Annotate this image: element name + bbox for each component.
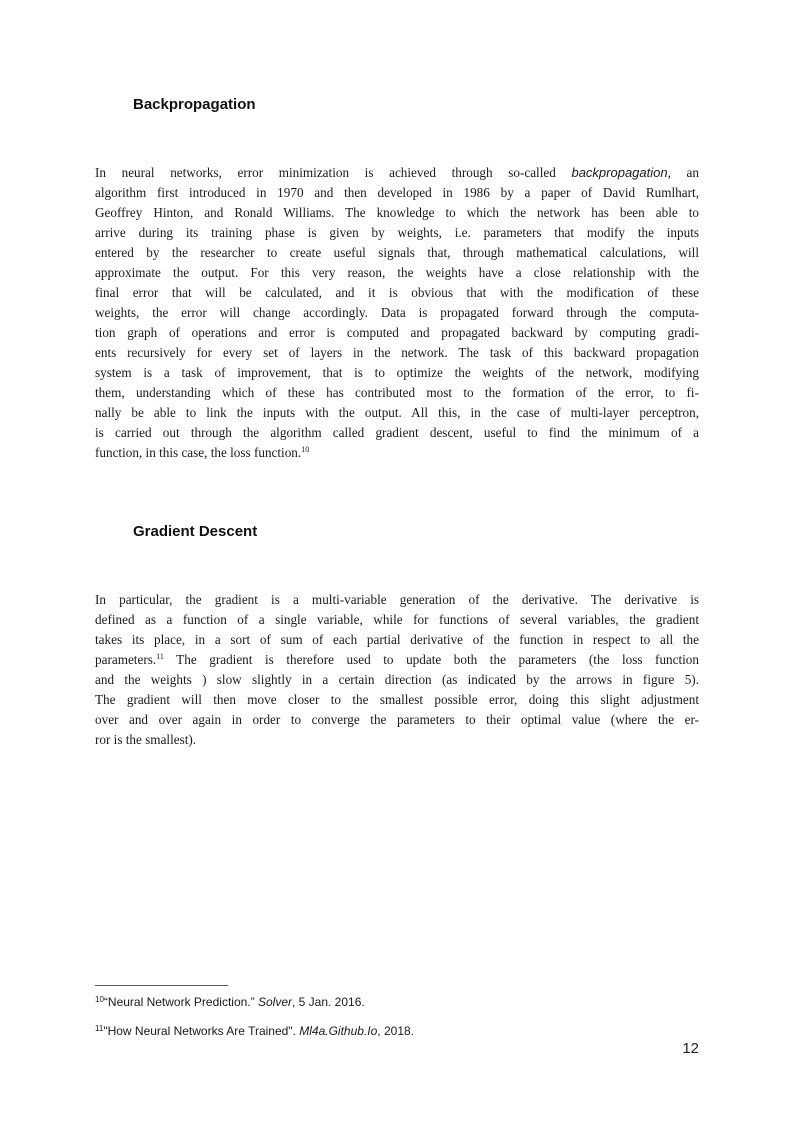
text-line: The gradient will then move closer to the smallest possible error, doing this slight adjustment xyxy=(95,692,699,707)
footnote-rest: , 5 Jan. 2016. xyxy=(291,995,365,1009)
paragraph-backpropagation xyxy=(95,163,699,463)
text-line: Geoffrey Hinton, and Ronald Williams. The knowledge to which the network has been able to xyxy=(95,205,699,220)
text-line: arrive during its training phase is given by weights, i.e. parameters that modify the inputs xyxy=(95,225,699,240)
text-line: system is a task of improvement, that is to optimize the weights of the network, modifying xyxy=(95,365,699,380)
text-line: approximate the output. For this very reason, the weights have a close relationship with the xyxy=(95,265,699,280)
footnote-reference[interactable]: 11 xyxy=(156,652,164,661)
text-line: over and over again in order to converge the parameters to their optimal value (where the er- xyxy=(95,712,699,727)
footnote-source: Ml4a.Github.Io xyxy=(299,1024,378,1038)
paragraph-gradient-descent xyxy=(95,590,699,750)
text-line: final error that will be calculated, and it is obvious that with the modification of these xyxy=(95,285,699,300)
text-line: takes its place, in a sort of sum of each partial derivative of the function in respect to all the xyxy=(95,632,699,647)
text-line: defined as a function of a single variable, while for functions of several variables, the gradient xyxy=(95,612,699,627)
text-line: function, in this case, the loss function.$^{10}$ xyxy=(95,445,310,460)
footnote-separator xyxy=(95,985,228,986)
footnote-text: “Neural Network Prediction.” xyxy=(103,995,258,1009)
emphasized-term: backpropagation xyxy=(571,165,668,180)
footnote-10 xyxy=(95,995,365,1009)
page-number: 12 xyxy=(682,1040,699,1057)
footnote-number: 11 xyxy=(95,1024,104,1033)
text-line: entered by the researcher to create useful signals that, through mathematical calculations, will xyxy=(95,245,699,260)
text-line: algorithm first introduced in 1970 and then developed in 1986 by a paper of David Rumlhart, xyxy=(95,185,699,200)
footnote-source: Solver xyxy=(257,995,292,1009)
text-line: nally be able to link the inputs with the output. All this, in the case of multi-layer perceptron, xyxy=(95,405,699,420)
text-line: In particular, the gradient is a multi-variable generation of the derivative. The derivative is xyxy=(95,592,699,607)
text-line: tion graph of operations and error is computed and propagated backward by computing gradi- xyxy=(95,325,699,340)
footnote-11 xyxy=(95,1024,414,1038)
text-line: them, understanding which of these has contributed most to the formation of the error, to fi- xyxy=(95,385,699,400)
footnote-reference[interactable]: 10 xyxy=(301,445,310,454)
heading-gradient-descent: Gradient Descent xyxy=(133,523,258,540)
text-line: is carried out through the algorithm called gradient descent, useful to find the minimum of a xyxy=(95,425,699,440)
footnote-text: "How Neural Networks Are Trained". xyxy=(103,1024,300,1038)
footnote-rest: , 2018. xyxy=(377,1024,414,1038)
text-line: and the weights ) slow slightly in a certain direction (as indicated by the arrows in figure 5). xyxy=(95,672,699,687)
text-line: In neural networks, error minimization is achieved through so-called backpropagation, an xyxy=(95,165,699,180)
text-line: weights, the error will change accordingly. Data is propagated forward through the computa- xyxy=(95,305,699,320)
heading-backpropagation: Backpropagation xyxy=(133,96,256,113)
footnote-number: 10 xyxy=(95,995,104,1004)
text-line: ents recursively for every set of layers in the network. The task of this backward propagation xyxy=(95,345,699,360)
text-line: parameters.$^{11}$ The gradient is therefore used to update both the parameters (the loss function xyxy=(95,652,699,667)
text-line: ror is the smallest). xyxy=(95,732,197,747)
